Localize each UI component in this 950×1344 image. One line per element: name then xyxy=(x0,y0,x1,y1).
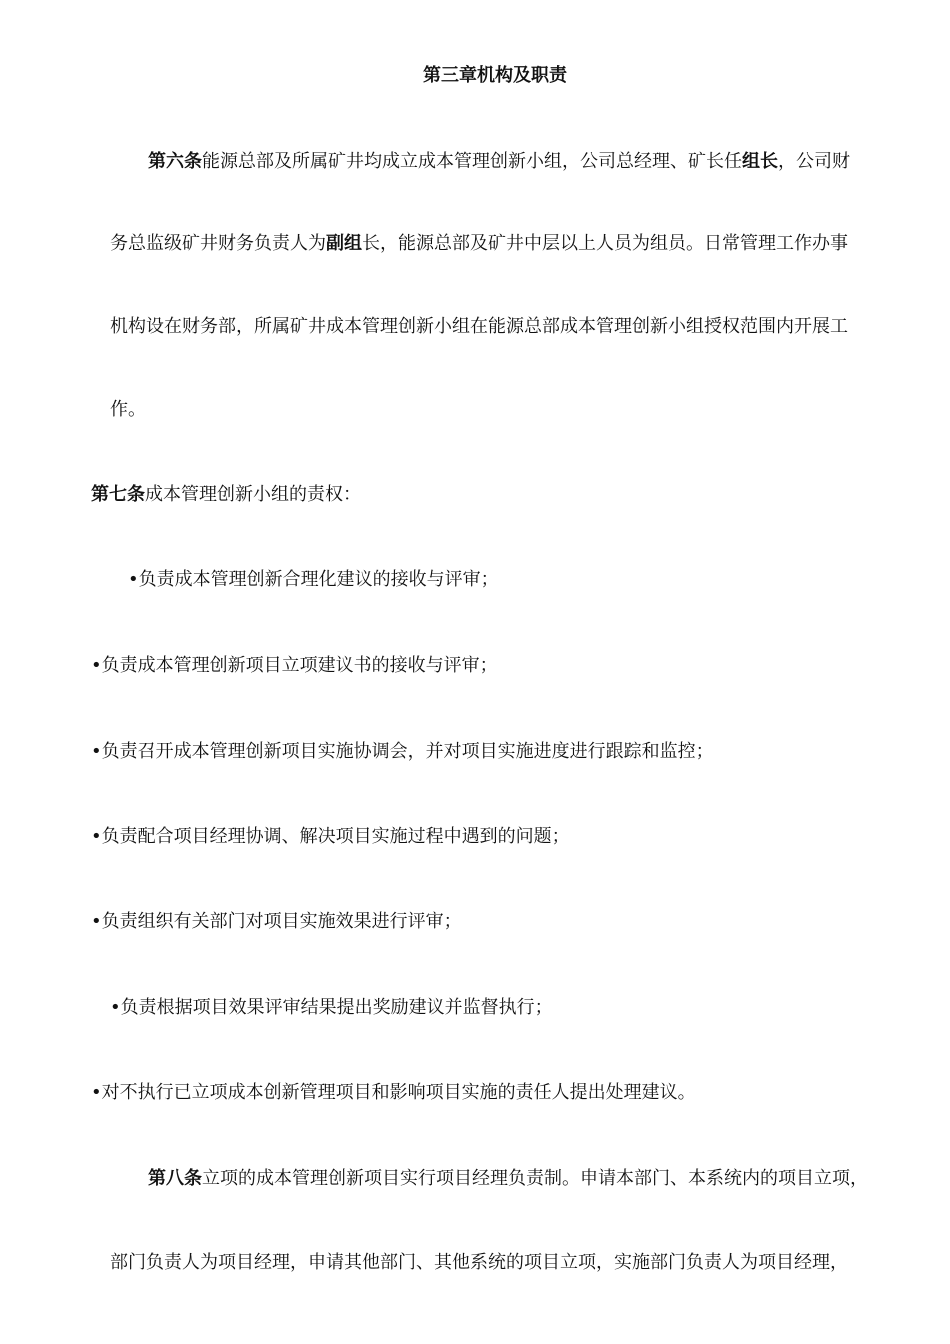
art6-text: 能源总部及所属矿井均成立成本管理创新小组，公司总经理、矿长任 xyxy=(202,151,742,172)
chapter-title: 第三章机构及职责 xyxy=(423,65,567,86)
art8-text: 立项的成本管理创新项目实行项目经理负责制。申请本部门、本系统内的项目立项， xyxy=(202,1168,868,1189)
art6-text: ，公司财 xyxy=(778,151,850,172)
list-item: •负责成本管理创新项目立项建议书的接收与评审； xyxy=(91,655,498,676)
list-item: •负责根据项目效果评审结果提出奖励建议并监督执行； xyxy=(110,997,553,1018)
art6-bold-deputy: 副组 xyxy=(326,233,362,254)
art8-line-1 xyxy=(148,1167,868,1191)
art6-bold-leader: 组长 xyxy=(742,151,778,172)
art6-line-3: 机构设在财务部，所属矿井成本管理创新小组在能源总部成本管理创新小组授权范围内开展工 xyxy=(110,316,848,337)
list-item: •负责成本管理创新合理化建议的接收与评审； xyxy=(128,569,499,590)
art8-line-2: 部门负责人为项目经理，申请其他部门、其他系统的项目立项，实施部门负责人为项目经理， xyxy=(110,1252,848,1273)
art8-label: 第八条 xyxy=(148,1168,202,1189)
list-item: •负责召开成本管理创新项目实施协调会，并对项目实施进度进行跟踪和监控； xyxy=(91,741,714,762)
list-item: •负责组织有关部门对项目实施效果进行评审； xyxy=(91,911,462,932)
art7-heading xyxy=(91,483,361,507)
art7-text: 成本管理创新小组的责权： xyxy=(145,484,361,505)
list-item: •负责配合项目经理协调、解决项目实施过程中遇到的问题； xyxy=(91,826,570,847)
art6-line-1 xyxy=(148,150,850,174)
art7-label: 第七条 xyxy=(91,484,145,505)
art6-label: 第六条 xyxy=(148,151,202,172)
art6-text: 务总监级矿井财务负责人为 xyxy=(110,233,326,254)
art6-text: 长，能源总部及矿井中层以上人员为组员。日常管理工作办事 xyxy=(362,233,848,254)
list-item: •对不执行已立项成本创新管理项目和影响项目实施的责任人提出处理建议。 xyxy=(91,1082,696,1103)
art6-line-4: 作。 xyxy=(110,399,146,420)
art6-line-2 xyxy=(110,232,848,256)
